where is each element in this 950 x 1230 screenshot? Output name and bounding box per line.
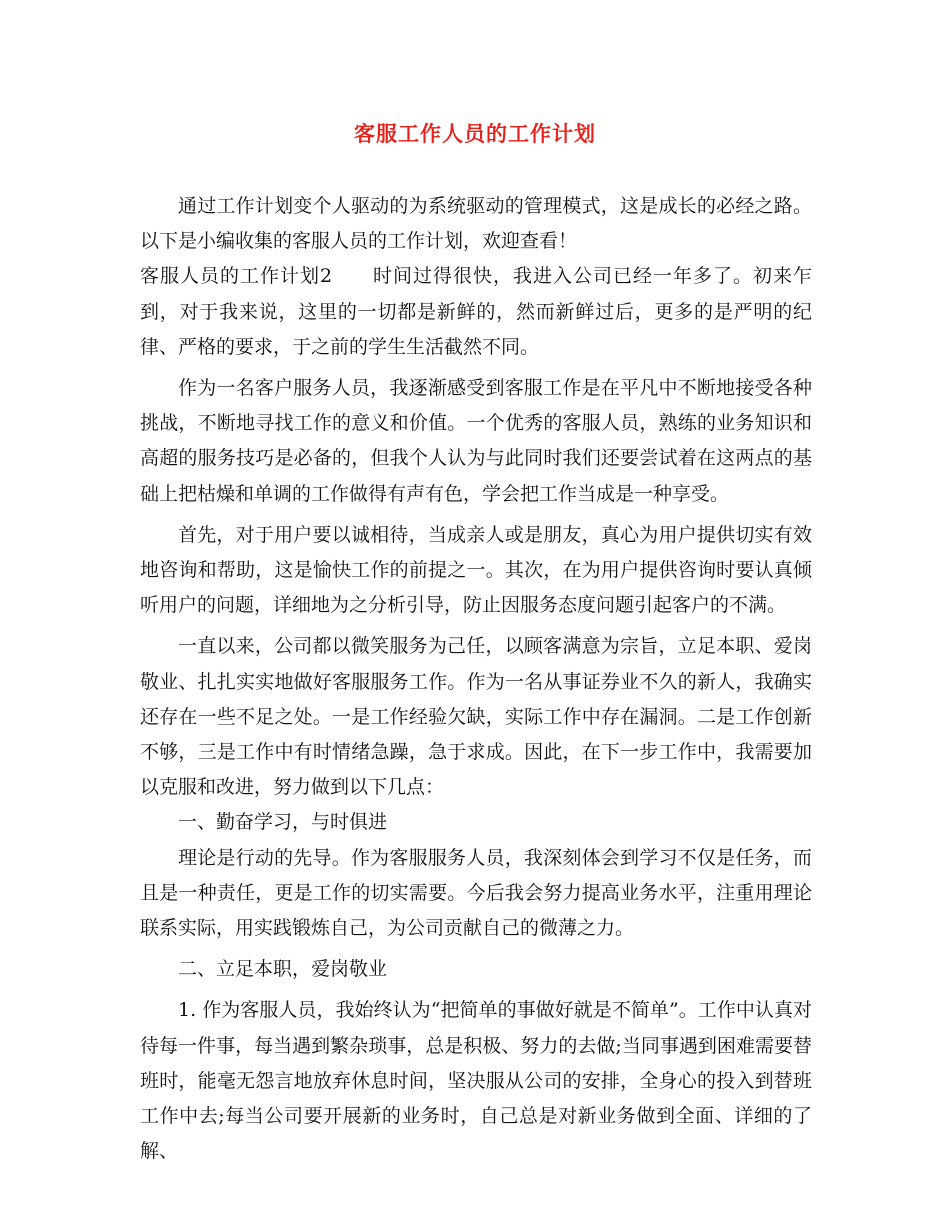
paragraph-theory: 理论是行动的先导。作为客服服务人员，我深刻体会到学习不仅是任务，而且是一种责任，更是工作的切实需要。今后我会努力提高业务水平，注重用理论联系实际，用实践锻炼自己，为公司贡献自己的微薄之力。: [140, 846, 812, 940]
section-first-sentence: 时间过得很快，我进入公司已经一年多了。初来乍到，对于我来说，这里的一切都是新鲜的，然而新鲜过后，更多的是严明的纪律、严格的要求，于之前的学生生活截然不同。: [140, 265, 812, 358]
paragraph-smile-service: 一直以来，公司都以微笑服务为己任，以顾客满意为宗旨，立足本职、爱岗敬业、扎扎实实地做好客服服务工作。作为一名从事证券业不久的新人，我确实还存在一些不足之处。一是工作经验欠缺，实际工作中存在漏洞。二是工作创新不够，三是工作中有时情绪急躁，急于求成。因此，在下一步工作中，我需要加以克服和改进，努力做到以下几点：: [140, 635, 812, 799]
paragraph-heading-plan-2: [140, 259, 812, 365]
paragraph-item-1: 1. 作为客服人员，我始终认为“把简单的事做好就是不简单”。工作中认真对待每一件事，每当遇到繁杂琐事，总是积极、努力的去做;当同事遇到困难需要替班时，能毫无怨言地放弃休息时间，坚决服从公司的安排，全身心的投入到替班工作中去;每当公司要开展新的业务时，自己总是对新业务做到全面、详细的了解、: [140, 999, 812, 1163]
heading-study: 一、勤奋学习，与时俱进: [178, 811, 388, 834]
document-body: [140, 189, 812, 1169]
section-title: 客服人员的工作计划2: [140, 265, 333, 288]
document-title: 客服工作人员的工作计划: [354, 121, 596, 146]
paragraph-customer-service: 作为一名客户服务人员，我逐渐感受到客服工作是在平凡中不断地接受各种挑战，不断地寻找工作的意义和价值。一个优秀的客服人员，熟练的业务知识和高超的服务技巧是必备的，但我个人认为与此同时我们还要尝试着在这两点的基础上把枯燥和单调的工作做得有声有色，学会把工作当成是一种享受。: [140, 377, 812, 505]
paragraph-first-of-all: 首先，对于用户要以诚相待，当成亲人或是朋友，真心为用户提供切实有效地咨询和帮助，这是愉快工作的前提之一。其次，在为用户提供咨询时要认真倾听用户的问题，详细地为之分析引导，防止因服务态度问题引起客户的不满。: [140, 523, 812, 617]
paragraph-intro: 通过工作计划变个人驱动的为系统驱动的管理模式，这是成长的必经之路。以下是小编收集的客服人员的工作计划，欢迎查看！: [140, 195, 812, 253]
heading-dedication: 二、立足本职，爱岗敬业: [178, 958, 388, 981]
